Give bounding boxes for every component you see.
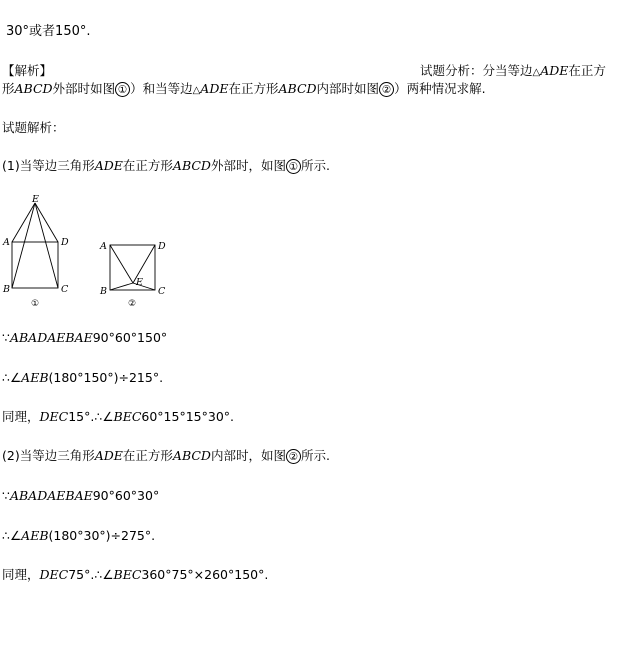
label-b-2: B <box>100 286 107 297</box>
case2-line-2: ∴∠AEB(180°30°)÷275°. <box>2 528 156 543</box>
case2-heading: (2)当等边三角形ADE在正方形ABCD内部时，如图 ② 所示. <box>2 448 330 463</box>
case1-line-1: ∵ABADAEBAE90°60°150° <box>2 330 168 345</box>
figure-ref-1: ① <box>286 159 301 174</box>
label-d-2: D <box>158 241 166 252</box>
label-e-1: E <box>32 194 39 205</box>
analysis-lead: 试题分析：分当等边△ADE在正方 <box>420 63 606 78</box>
segment-ea <box>12 203 35 242</box>
answer-text: 30°或者150°. <box>6 24 91 39</box>
figure-2 <box>110 245 155 290</box>
figure-ref-2: ② <box>379 82 394 97</box>
caption-1: ① <box>31 299 40 309</box>
case1-line-3: 同理，DEC15°.∴∠BEC60°15°15°30°. <box>2 409 235 424</box>
label-d-1: D <box>61 237 69 248</box>
square-abcd-1 <box>12 242 58 288</box>
segment-ec <box>35 203 58 288</box>
segment-be-2 <box>110 283 133 290</box>
case2-line-3: 同理，DEC75°.∴∠BEC360°75°×260°150°. <box>2 567 269 582</box>
label-a-1: A <box>3 237 10 248</box>
label-e-2: E <box>136 277 143 288</box>
label-b-1: B <box>3 284 10 295</box>
case1-line-2: ∴∠AEB(180°150°)÷215°. <box>2 370 164 385</box>
case2-line-1: ∵ABADAEBAE90°60°30° <box>2 488 160 503</box>
geometry-figure <box>0 193 180 313</box>
case1-heading: (1)当等边三角形ADE在正方形ABCD外部时，如图 ① 所示. <box>2 158 330 173</box>
analysis-tag: 【解析】 <box>2 63 53 78</box>
figure-ref-2: ② <box>286 449 301 464</box>
analysis-line-2: 形ABCD外部时如图 ① ）和当等边△ADE在正方形ABCD内部时如图 ② ）两种情况求解. <box>2 81 486 96</box>
solution-title: 试题解析： <box>2 120 65 135</box>
segment-ae-2 <box>110 245 133 283</box>
figure-ref-1: ① <box>115 82 130 97</box>
label-c-1: C <box>61 284 69 295</box>
caption-2: ② <box>128 299 137 309</box>
segment-eb <box>12 203 35 288</box>
figure-1 <box>12 203 58 288</box>
segment-ed <box>35 203 58 242</box>
label-a-2: A <box>100 241 107 252</box>
label-c-2: C <box>158 286 166 297</box>
